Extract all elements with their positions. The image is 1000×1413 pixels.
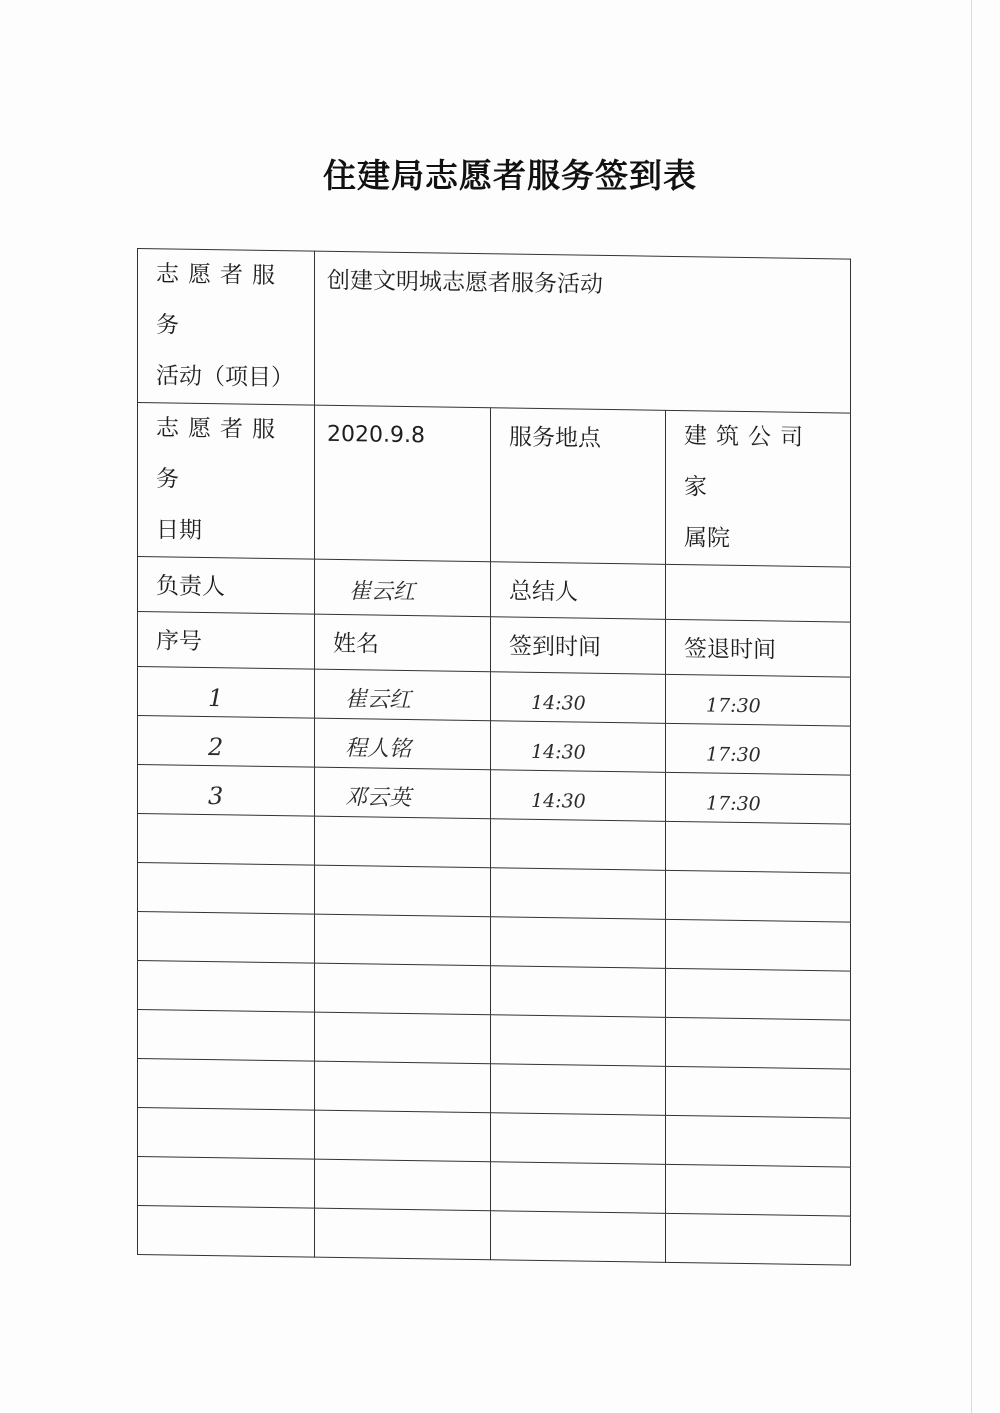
- row-name-signature: 程人铭: [315, 718, 491, 770]
- column-header-sign-in: 签到时间: [491, 617, 666, 675]
- row-sign-in-time: 14:30: [491, 672, 666, 724]
- row-sign-in-time: 14:30: [491, 721, 666, 773]
- location-label: 服务地点: [491, 408, 666, 565]
- project-row: [138, 249, 851, 414]
- sign-in-sheet: [137, 248, 850, 1264]
- location-value: 建筑公司家 属院: [666, 410, 851, 567]
- date-label: 志愿者服务 日期: [138, 403, 315, 560]
- row-sign-out-time: 17:30: [666, 772, 851, 824]
- column-header-name: 姓名: [315, 614, 491, 672]
- column-header-index: 序号: [138, 612, 315, 670]
- leader-label: 负责人: [138, 557, 315, 615]
- empty-row: [138, 1206, 851, 1266]
- row-index: 3: [138, 765, 315, 817]
- column-header-sign-out: 签退时间: [666, 619, 851, 677]
- row-sign-out-time: 17:30: [666, 723, 851, 775]
- row-sign-out-time: 17:30: [666, 674, 851, 726]
- summarizer-label: 总结人: [491, 562, 666, 620]
- row-index: 2: [138, 716, 315, 768]
- summarizer-value: [666, 564, 851, 622]
- form-title: 住建局志愿者服务签到表: [323, 156, 697, 195]
- row-index: 1: [138, 667, 315, 719]
- form-table: [137, 248, 851, 1266]
- date-row: [138, 403, 851, 568]
- row-name-signature: 崔云红: [315, 669, 491, 721]
- row-name-signature: 邓云英: [315, 767, 491, 819]
- row-sign-in-time: 14:30: [491, 770, 666, 822]
- project-value: 创建文明城志愿者服务活动: [315, 251, 851, 413]
- scan-edge-line: [971, 0, 972, 1413]
- project-label: 志愿者服务 活动（项目）: [138, 249, 315, 406]
- date-value: 2020.9.8: [315, 405, 491, 562]
- leader-signature: 崔云红: [315, 559, 491, 617]
